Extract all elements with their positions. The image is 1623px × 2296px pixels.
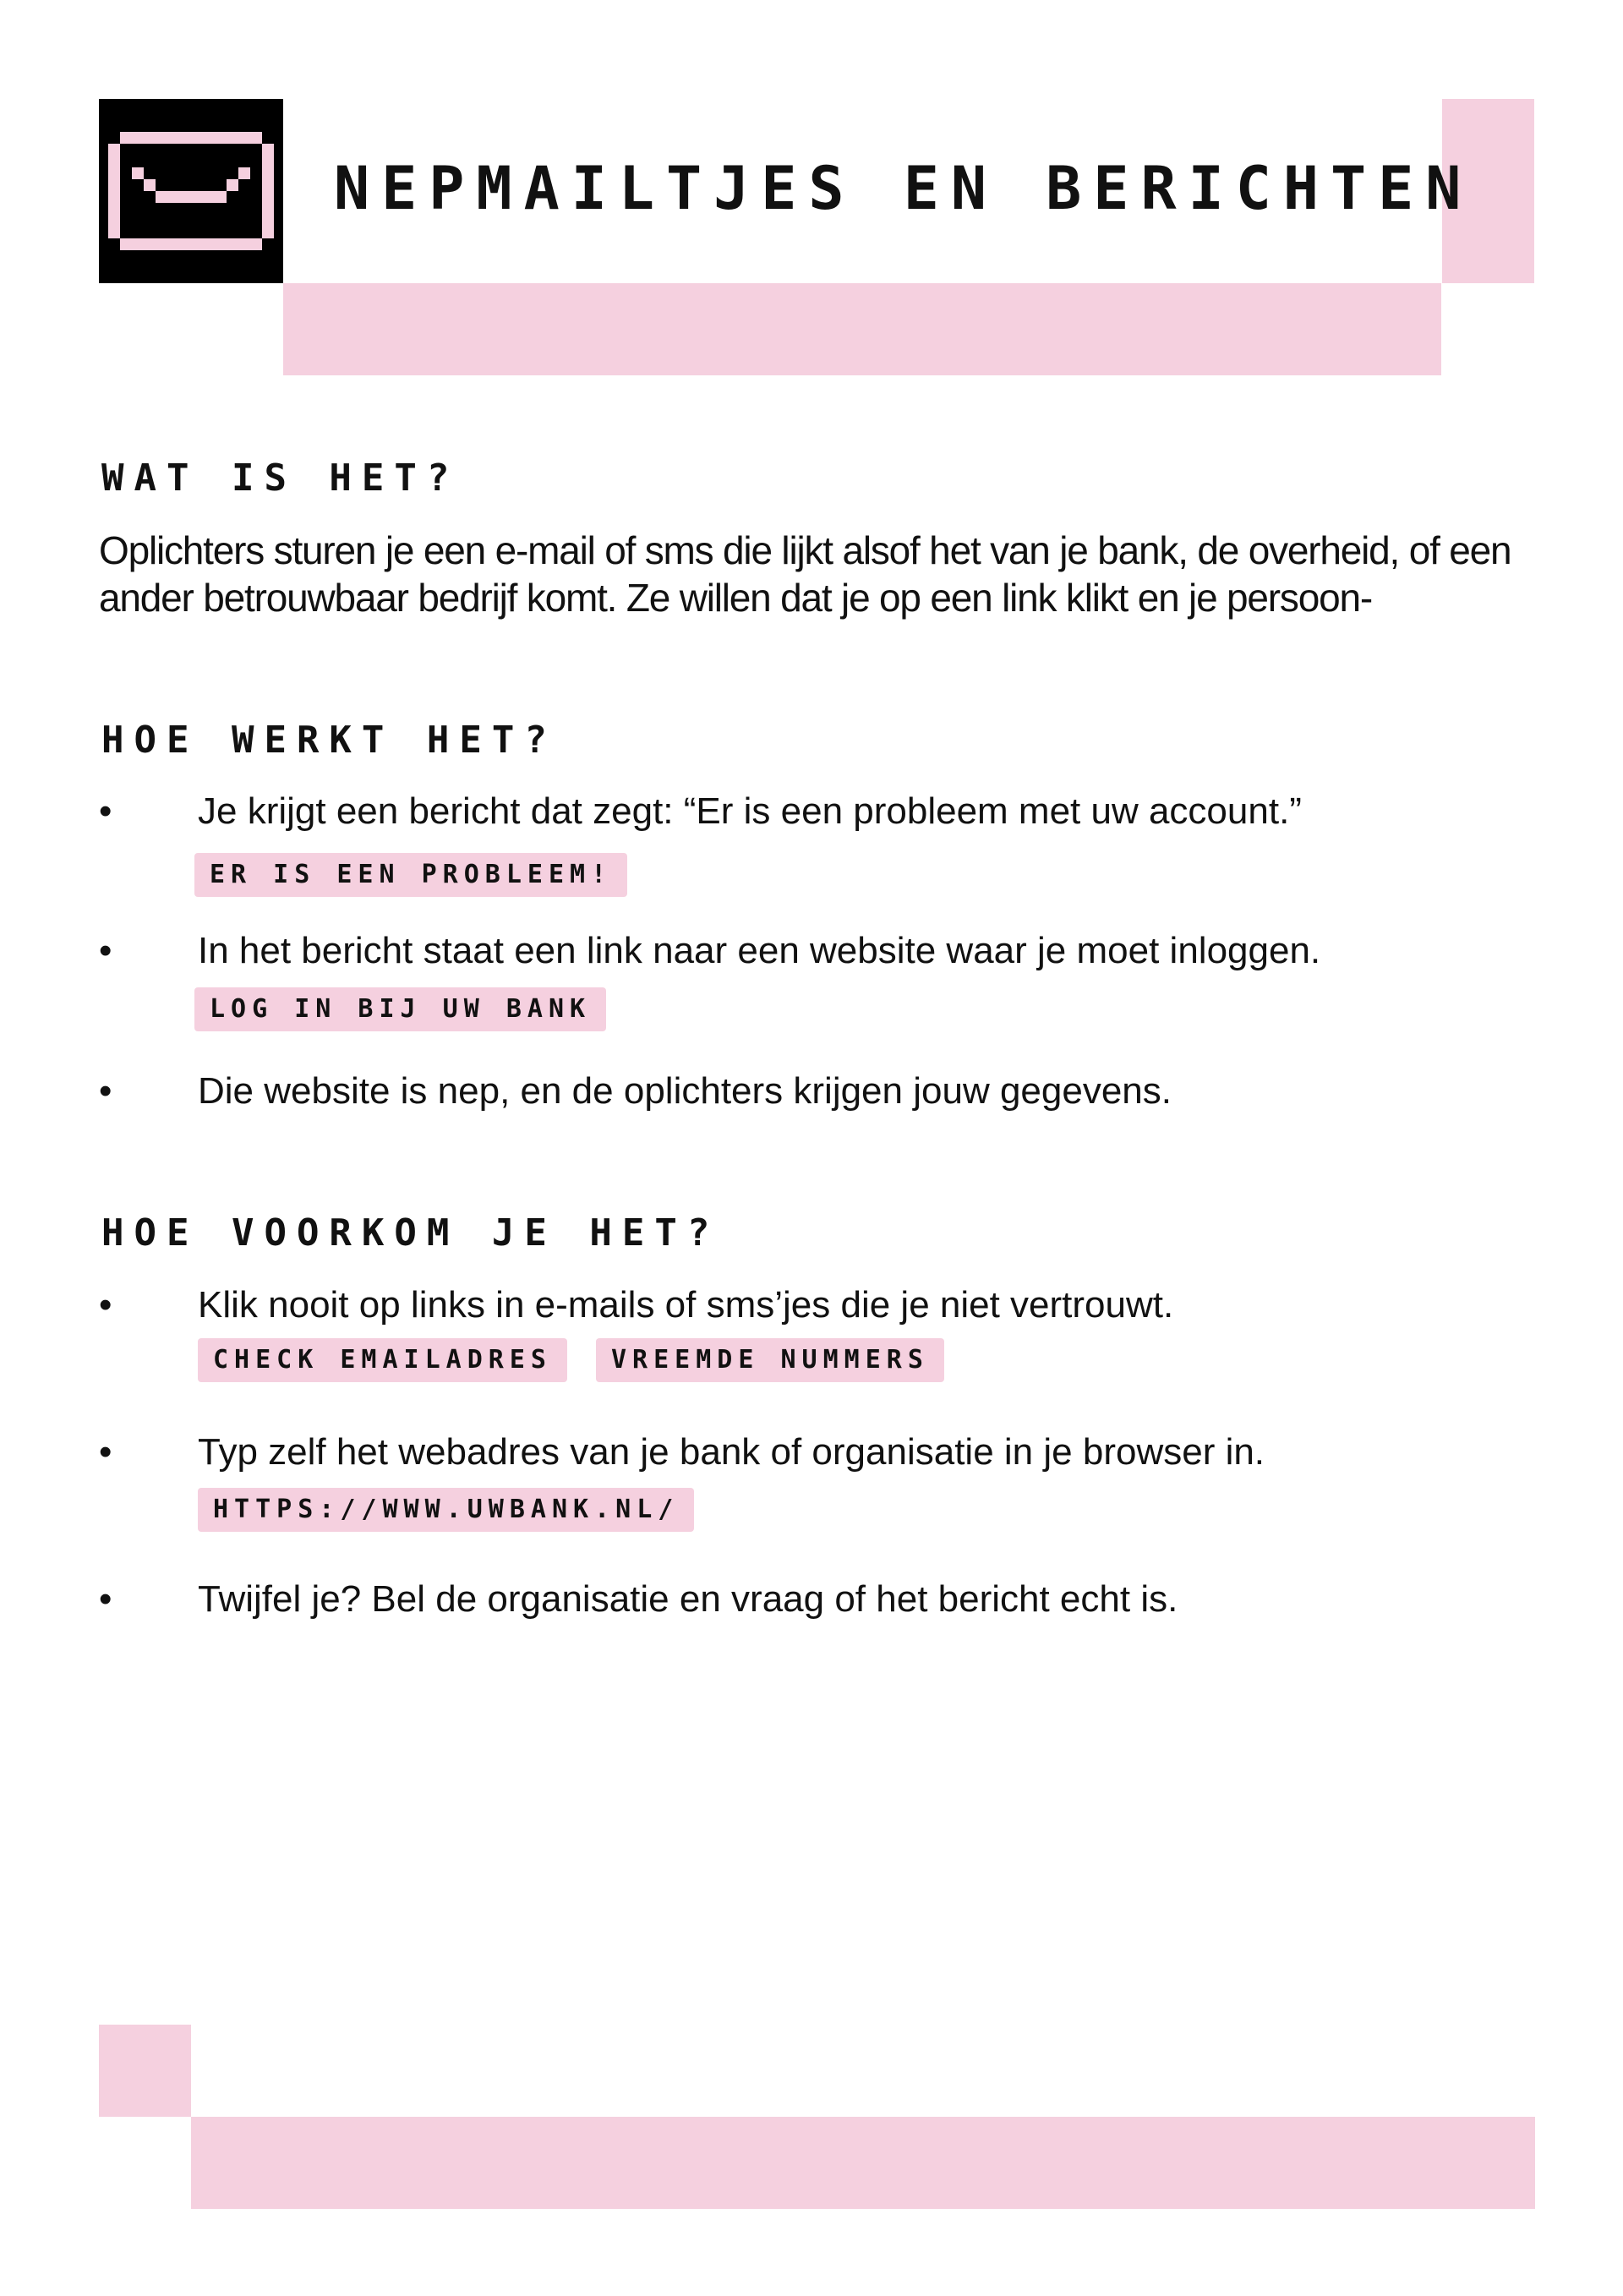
bullet-text: Typ zelf het webadres van je bank of organisatie in je browser in. [198, 1431, 1265, 1473]
keyword-tag: HTTPS://WWW.UWBANK.NL/ [198, 1488, 694, 1532]
decorative-footer-bar [191, 2117, 1535, 2209]
envelope-icon [99, 99, 283, 283]
bullet-marker: • [99, 1431, 112, 1473]
decorative-block-bottom-left [99, 2025, 191, 2117]
bullet-text: Twijfel je? Bel de organisatie en vraag of het bericht echt is. [198, 1578, 1178, 1620]
bullet-text: In het bericht staat een link naar een website waar je moet inloggen. [198, 930, 1321, 971]
section-body-wat-is-het: Oplichters sturen je een e-mail of sms die lijkt alsof het van je bank, de overheid, of een ander betrouwbaar bedrijf komt. Ze willen dat je op een link klikt en je persoon- [99, 528, 1511, 620]
bullet-marker: • [99, 1284, 112, 1326]
bullet-marker: • [99, 790, 112, 832]
keyword-tag: CHECK EMAILADRES [198, 1338, 567, 1382]
section-heading-hoe-werkt-het: HOE WERKT HET? [101, 719, 557, 762]
bullet-marker: • [99, 930, 112, 971]
bullet-marker: • [99, 1070, 112, 1112]
keyword-tag: VREEMDE NUMMERS [596, 1338, 944, 1382]
section-heading-hoe-voorkom-je-het: HOE VOORKOM JE HET? [101, 1211, 720, 1255]
bullet-marker: • [99, 1578, 112, 1620]
keyword-tag: LOG IN BIJ UW BANK [194, 987, 606, 1031]
decorative-header-bar [283, 283, 1441, 375]
section-heading-wat-is-het: WAT IS HET? [101, 456, 460, 500]
bullet-text: Die website is nep, en de oplichters krijgen jouw gegevens. [198, 1070, 1172, 1112]
keyword-tag: ER IS EEN PROBLEEM! [194, 853, 627, 897]
page-title: NEPMAILTJES EN BERICHTEN [334, 154, 1473, 223]
bullet-text: Je krijgt een bericht dat zegt: “Er is een probleem met uw account.” [198, 790, 1302, 832]
bullet-text: Klik nooit op links in e-mails of sms’jes die je niet vertrouwt. [198, 1284, 1174, 1326]
